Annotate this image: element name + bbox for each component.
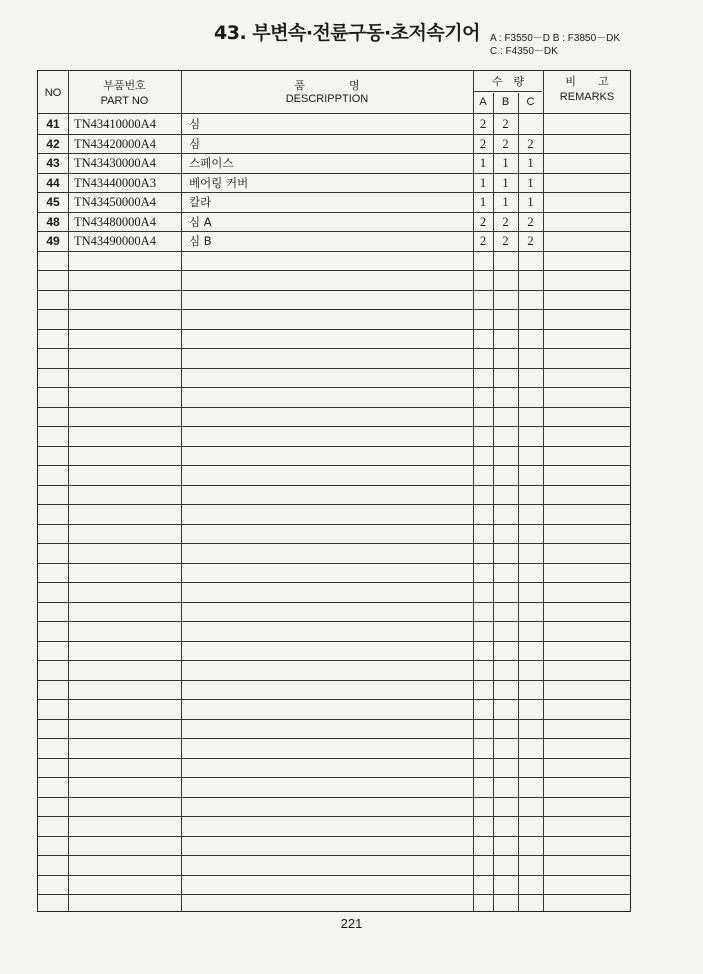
row-part-no: TN43450000A4 [74,195,156,209]
header-qty-a: A [479,96,487,108]
header-qty-ko: 수 량 [491,75,525,88]
row-rule [38,816,630,817]
header-remarks-ko: 비 고 [565,75,609,88]
qty-subheader-line [473,91,542,92]
row-part-no: TN43420000A4 [74,136,156,151]
row-rule [38,485,630,486]
page-title: 43. 부변속·전륜구동·초저속기어 [214,22,480,44]
model-legend-line-1: A : F3550－D B : F3850－DK [490,33,621,44]
row-rule [38,426,630,427]
row-qty-b: 2 [502,136,509,151]
row-rule [38,543,630,544]
row-qty-a: 2 [479,214,487,229]
row-description: 심 A [189,214,212,229]
row-rule [38,504,630,505]
row-qty-b: 2 [502,117,509,131]
row-rule [38,290,630,291]
header-desc-en: DESCRIPPTION [285,93,369,105]
row-qty-c: 2 [527,234,534,248]
row-rule [38,602,630,603]
row-description: 칼라 [189,195,212,209]
row-description: 심 [189,117,201,131]
row-description: 스페이스 [189,156,234,170]
row-rule [38,270,630,271]
row-qty-a: 1 [479,156,487,170]
col-divider-part [181,71,182,911]
row-rule [38,329,630,330]
row-rule [38,699,630,700]
row-rule [38,387,630,388]
row-qty-c: 2 [527,214,534,229]
row-rule [38,875,630,876]
row-rule [38,641,630,642]
row-rule [38,465,630,466]
row-no: 41 [46,117,60,131]
row-rule [38,251,630,252]
row-description: 심 [189,136,201,151]
header-remarks-en: REMARKS [559,91,615,103]
row-qty-a: 2 [479,136,487,151]
parts-table [37,70,631,912]
row-qty-b: 1 [502,156,509,170]
header-no: NO [44,87,62,99]
row-no: 44 [46,175,60,190]
row-rule [38,738,630,739]
model-legend [490,32,620,58]
row-qty-c: 2 [527,136,534,151]
row-rule [38,660,630,661]
row-no: 42 [46,136,60,151]
row-qty-a: 2 [479,234,487,248]
row-rule [38,758,630,759]
row-no: 48 [46,214,60,229]
row-rule [38,719,630,720]
row-no: 49 [46,234,60,248]
row-rule [38,368,630,369]
row-rule [38,407,630,408]
row-part-no: TN43410000A4 [74,117,156,131]
row-rule [38,894,630,895]
row-rule [38,563,630,564]
row-qty-b: 1 [502,175,509,190]
col-divider-qty-c [543,71,544,911]
row-rule [38,777,630,778]
row-qty-c: 1 [527,156,534,170]
row-rule [38,309,630,310]
row-rule [38,582,630,583]
row-rule [38,446,630,447]
model-legend-line-2: C : F4350－DK [490,46,558,57]
page-number: 221 [340,916,363,931]
row-part-no: TN43440000A3 [74,175,156,190]
row-part-no: TN43430000A4 [74,156,156,170]
col-divider-no [68,71,69,911]
header-bottom-line [38,113,630,114]
row-rule [38,348,630,349]
row-qty-b: 1 [502,195,509,209]
row-rule [38,680,630,681]
row-qty-c: 1 [527,175,534,190]
row-qty-b: 2 [502,234,509,248]
row-rule [38,524,630,525]
row-no: 45 [46,195,60,209]
row-no: 43 [46,156,60,170]
row-part-no: TN43480000A4 [74,214,156,229]
row-rule [38,855,630,856]
header-desc-ko: 품 명 [294,79,360,92]
row-qty-c [518,115,543,133]
row-qty-b: 2 [502,214,509,229]
row-qty-c: 1 [527,195,534,209]
row-description: 베어링 커버 [189,175,249,190]
row-qty-a: 1 [479,175,487,190]
row-rule [38,836,630,837]
row-rule [38,621,630,622]
row-description: 심 B [189,234,212,248]
header-qty-c: C [526,96,535,108]
header-part-ko: 부품번호 [103,79,146,92]
header-part-en: PART NO [100,95,149,107]
row-rule [38,797,630,798]
row-qty-a: 1 [479,195,487,209]
row-qty-a: 2 [479,117,487,131]
header-qty-b: B [501,96,510,108]
row-part-no: TN43490000A4 [74,234,156,248]
